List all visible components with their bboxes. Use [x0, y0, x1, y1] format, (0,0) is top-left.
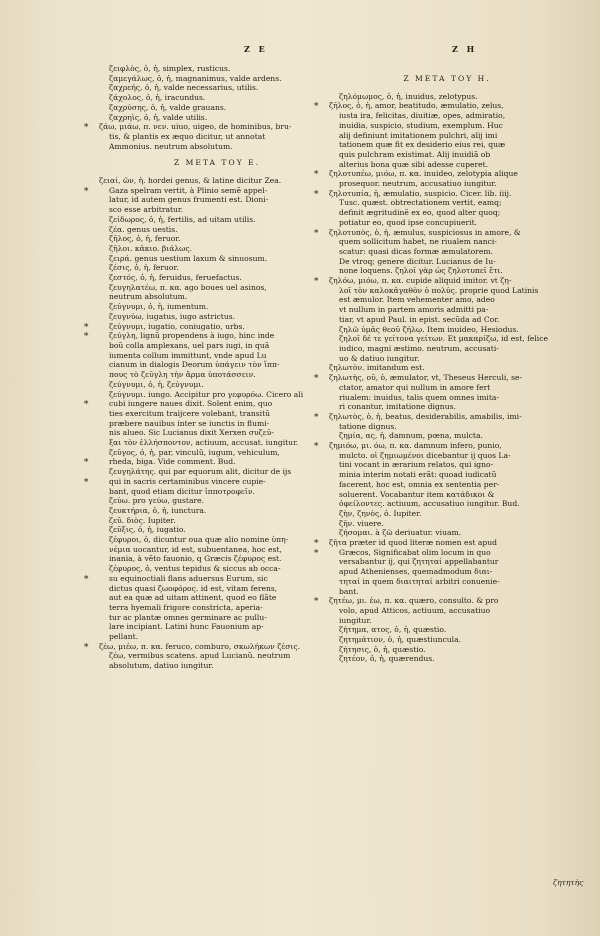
- line-text: ζάω, μιάω, π. νεν. uiuo, uigeo, de hominibus, bru-: [99, 122, 292, 132]
- dictionary-line: [99, 535, 335, 545]
- line-text: ζήτημα, ατος, ὁ, ἡ, quæstio.: [339, 625, 447, 635]
- asterisk-marker-icon: ∗: [313, 168, 320, 179]
- line-text: rheda, biga. Vide comment. Bud.: [109, 457, 236, 467]
- line-text: pellant.: [109, 632, 139, 642]
- asterisk-marker-icon: ∗: [83, 475, 90, 486]
- line-text: definit ægritudinẽ ex eo, quod alter quoq;: [339, 208, 501, 218]
- dictionary-line: [313, 168, 565, 179]
- dictionary-line: [99, 351, 335, 361]
- asterisk-marker-icon: ∗: [83, 330, 90, 341]
- dictionary-line: [99, 564, 335, 574]
- line-text: ζευγηλατέω, π. κα. ago boues uel asinos,: [109, 282, 267, 292]
- dictionary-line: [99, 292, 335, 302]
- dictionary-line: [329, 179, 565, 189]
- line-text: vt nullum in partem amoris admitti pa-: [339, 305, 489, 315]
- line-text: ζὴν, ζηνὸς, ὁ. Iupiter.: [339, 508, 422, 518]
- dictionary-line: [329, 218, 565, 228]
- dictionary-line: [99, 622, 335, 632]
- line-text: iungitur.: [339, 615, 372, 625]
- line-text: tatione dignus.: [339, 421, 397, 431]
- line-text: ri conantur, imitatione dignus.: [339, 402, 456, 412]
- dictionary-line: [329, 557, 565, 567]
- line-text: ties exercitum traijcere volebant, transitũ: [109, 408, 271, 418]
- line-text: ζηλωτὸν. imitandum est.: [329, 363, 425, 373]
- asterisk-marker-icon: ∗: [83, 398, 90, 409]
- line-text: ζηλόμωμος, ὁ, ἡ, inuidus, zelotypus.: [339, 91, 478, 101]
- dictionary-line: [313, 595, 565, 606]
- dictionary-line: [99, 215, 335, 225]
- line-text: ξαι τὸν ἑλλήσποντον, actiuum, accusat. iungitur.: [109, 438, 299, 448]
- dictionary-line: [83, 330, 335, 341]
- dictionary-line: [83, 398, 335, 409]
- line-text: ζηλοτυπία, ἡ, æmulatio, suspicio. Cicer. lib. iiij.: [329, 188, 512, 198]
- line-text: ζηλοῖ δέ τε γείτονα γείτων. Et μακαρίζω, id est, felice: [339, 334, 548, 344]
- line-text: absolutum, datiuo iungitur.: [109, 661, 214, 671]
- dictionary-line: [329, 635, 565, 645]
- dictionary-line: [329, 528, 565, 538]
- line-text: ζεύγνυμι. iungo. Accipitur pro γεφυρόω. Cicero ali: [109, 389, 304, 399]
- dictionary-line: [99, 428, 335, 438]
- line-text: volo, apud Atticos, actiuum, accusatiuo: [339, 605, 491, 615]
- dictionary-line: [99, 661, 335, 671]
- line-text: dictus quasi ζωοφόρος. id est, vitam ferens,: [109, 583, 278, 593]
- line-text: τηταί in quem διαιτηταί arbitri conuenie-: [339, 576, 500, 586]
- line-text: alij definiunt imitationem pulchri, alij imi: [339, 130, 498, 140]
- line-text: cianum in dialogis Deorum ὑπάγειν τὸν ἵππ-: [109, 360, 280, 370]
- dictionary-line: [329, 519, 565, 529]
- dictionary-line: [99, 448, 335, 458]
- dictionary-line: [329, 606, 565, 616]
- dictionary-line: [83, 640, 335, 652]
- catchword: ζητητὴς: [553, 878, 584, 887]
- line-text: ζῆτα præter id quod literæ nomen est apud: [329, 538, 497, 548]
- line-text: ζεύγλη, lignũ propendens à iugo, hinc inde: [109, 331, 275, 341]
- asterisk-marker-icon: ∗: [83, 121, 90, 132]
- line-text: facerent, hoc est, omnia ex sententia per-: [339, 479, 500, 489]
- dictionary-line: [329, 616, 565, 626]
- dictionary-line: [313, 372, 565, 383]
- dictionary-line: [329, 363, 565, 373]
- dictionary-line: [99, 254, 335, 264]
- line-text: none loquens. ζηλοῖ γὰρ ὡς ζηλοτυπεῖ ἔτι.: [339, 266, 503, 276]
- line-text: tur ac plantæ omnes germinare ac pullu-: [109, 612, 267, 622]
- dictionary-line: [329, 305, 565, 315]
- dictionary-line: [99, 244, 335, 254]
- line-text: quis pulchram existimat. Alij inuidiã ob: [339, 149, 491, 159]
- line-text: ζεστός, ὁ, ἡ, feruidus, feruefactus.: [109, 273, 242, 283]
- right-entries: [313, 91, 565, 664]
- asterisk-marker-icon: ∗: [313, 187, 320, 198]
- line-text: ζέσις, ὁ, ἡ, feruor.: [109, 263, 179, 273]
- left-entries-main: [83, 176, 335, 671]
- dictionary-line: [99, 234, 335, 244]
- dictionary-line: [329, 160, 565, 170]
- line-text: ὀφείλοντες. actiuum, accusatiuo iungitur. Bud.: [339, 499, 520, 509]
- dictionary-line: [329, 393, 565, 403]
- dictionary-line: [329, 266, 565, 276]
- line-text: ζευγηλάτης. qui par equorum alit, dicitur de ijs: [109, 467, 292, 477]
- line-text: tis, & plantis ex æquo dicitur, ut annotat: [109, 131, 266, 141]
- line-text: ζειφλὸς, ὁ, ἡ, simplex, rusticus.: [109, 64, 231, 73]
- line-text: νέμια uocantur, id est, subuentanea, hoc est,: [109, 544, 282, 554]
- dictionary-line: [99, 380, 335, 390]
- line-text: iusta ira, felicitas, diuitiæ, opes, admiratio,: [339, 111, 506, 121]
- line-text: riualem: inuidus, talis quem omnes imita-: [339, 392, 499, 402]
- dictionary-line: [329, 325, 565, 335]
- line-text: versabantur ij, qui ζητηταί appellabantur: [339, 557, 499, 567]
- line-text: πους τὸ ζεῦγλη τὴν ἅρμα ὑποτάσσειν.: [109, 370, 256, 380]
- line-text: ζέω, vermibus scatens. apud Lucianũ. neutrum: [109, 651, 291, 661]
- line-text: est æmulor. Item vehementer amo, adeo: [339, 295, 495, 305]
- line-text: ζημιόω, μι. όω, π. κα. damnum infero, punio,: [329, 441, 502, 451]
- line-text: su equinoctiali flans aduersus Eurum, sic: [109, 573, 268, 583]
- asterisk-marker-icon: ∗: [83, 456, 90, 467]
- line-text: tini vocant in ærarium relatos, qui igno-: [339, 460, 494, 470]
- right-column: [313, 74, 565, 664]
- dictionary-line: [329, 645, 565, 655]
- dictionary-line: [83, 320, 335, 332]
- dictionary-line: [83, 184, 335, 196]
- dictionary-line: [99, 176, 335, 186]
- dictionary-line: [329, 431, 565, 441]
- dictionary-line: [329, 150, 565, 160]
- dictionary-line: [329, 490, 565, 500]
- dictionary-line: [99, 205, 335, 215]
- line-text: ζεῦξις, ὁ, ἡ, iugatio.: [109, 525, 186, 535]
- dictionary-line: [329, 315, 565, 325]
- dictionary-line: [313, 537, 565, 548]
- dictionary-line: [99, 603, 335, 613]
- line-text: terra hyemali frigore constricta, aperia-: [109, 602, 263, 612]
- dictionary-line: [329, 286, 565, 296]
- dictionary-line: [83, 121, 335, 132]
- dictionary-line: [99, 419, 335, 429]
- line-text: ζηλωτὸς, ὁ, ἡ, beatus, desiderabilis, amabilis, imi-: [329, 411, 522, 421]
- line-text: ζαχρεής, ὁ, ἡ, valde necessarius, utilis.: [109, 83, 259, 93]
- line-text: ζαχρύσης, ὁ, ἡ, valde grauans.: [109, 102, 227, 112]
- line-text: ζηλῶ ὑμᾶς θεοῦ ζήλῳ. Item inuideo, Hesiodus.: [339, 324, 519, 334]
- asterisk-marker-icon: ∗: [313, 537, 320, 548]
- line-text: ζηλοτυπὸς, ὁ, ἡ, æmulus, suspiciosus in amore, &: [329, 227, 521, 237]
- line-text: Tusc. quæst. obtrectationem vertit, eamq;: [339, 198, 502, 208]
- dictionary-line: [99, 496, 335, 506]
- dictionary-line: [329, 625, 565, 635]
- line-text: uo & datiuo iungitur.: [339, 353, 420, 363]
- line-text: boũ colla amplexans, uel pars iugi, in quã: [109, 340, 270, 350]
- line-text: lare incipiant. Latini hunc Fauonium ap-: [109, 622, 264, 632]
- line-text: sco esse arbitratur.: [109, 205, 184, 215]
- line-text: alterius bona quæ sibi adesse cuperet.: [339, 159, 489, 169]
- dictionary-line: [329, 334, 565, 344]
- dictionary-line: [99, 632, 335, 642]
- dictionary-line: [329, 344, 565, 354]
- asterisk-marker-icon: ∗: [313, 226, 320, 237]
- line-text: ζειρά. genus uestium laxum & sinuosum.: [109, 253, 268, 263]
- dictionary-line: [99, 545, 335, 555]
- left-column: [83, 64, 335, 671]
- line-text: ctator, amator qui nullum in amore fert: [339, 382, 491, 392]
- dictionary-line: [99, 225, 335, 235]
- line-text: ζάχολος, ὁ, ἡ, iracundus.: [109, 93, 206, 103]
- dictionary-line: [99, 93, 335, 103]
- line-text: ζευκτήρια, ὁ, ἡ, iunctura.: [109, 505, 207, 515]
- line-text: ζέω, μιέω, π. κα. feruco, comburo, σκωλήκων ζέσις.: [99, 641, 301, 651]
- dictionary-line: [313, 410, 565, 422]
- dictionary-line: [329, 247, 565, 257]
- dictionary-line: [99, 100, 335, 113]
- line-text: potiatur eo, quod ipse concupiuerit.: [339, 217, 478, 227]
- dictionary-line: [99, 64, 335, 74]
- dictionary-line: [99, 83, 335, 93]
- dictionary-line: [99, 554, 335, 564]
- line-text: ζέφυρος, ὁ, ventus tepidus & siccus ab occa-: [109, 564, 281, 574]
- line-text: bant, quod etiam dicitur ἱπποτροφεῖν.: [109, 486, 255, 496]
- asterisk-marker-icon: ∗: [313, 100, 320, 111]
- dictionary-line: [99, 613, 335, 623]
- dictionary-line: [329, 131, 565, 141]
- line-text: ζητημάτιον, ὁ, ἡ, quæstiuncula.: [339, 635, 462, 645]
- line-text: ζηλόω, μιόω, π. κα. cupide aliquid imitor. vt ζη-: [329, 276, 512, 286]
- asterisk-marker-icon: ∗: [313, 410, 320, 421]
- line-text: ζεύγνυμι, ὁ, ἡ, ζεύγνυμι.: [109, 379, 204, 389]
- dictionary-line: [99, 74, 335, 84]
- dictionary-line: [329, 121, 565, 131]
- dictionary-line: [99, 506, 335, 516]
- line-text: Græcos, Significabat olim locum in quo: [339, 547, 491, 557]
- dictionary-line: [99, 302, 335, 312]
- dictionary-line: [329, 354, 565, 364]
- line-text: inania, à vẽto fauonio, q Græcis ζέφυρος est.: [109, 554, 282, 564]
- line-text: ζήτησις, ὁ, ἡ, quæstio.: [339, 644, 426, 654]
- line-text: cubi iungere naues dixit. Solent enim, quo: [109, 399, 273, 409]
- line-text: tationem quæ fit ex desiderio eius rei, quæ: [339, 140, 506, 150]
- line-text: λοῖ τὸν καλοκἀγαθὸν ὁ πολύς. proprie quod Latinis: [339, 285, 539, 295]
- section-heading-z-h: Z META TOY H.: [403, 74, 491, 83]
- dictionary-line: [99, 263, 335, 273]
- dictionary-line: [99, 593, 335, 603]
- line-text: ζῆν. viuere.: [339, 518, 384, 528]
- line-text: Gaza spelram vertit, à Plinio semẽ appel-: [109, 185, 268, 195]
- dictionary-line: [99, 312, 335, 322]
- dictionary-line: [329, 295, 565, 305]
- line-text: qui in sacris certaminibus vincere cupie-: [109, 476, 266, 486]
- line-text: neutrum absolutum.: [109, 292, 188, 302]
- line-text: prosequor. neutrum, accusatiuo iungitur.: [339, 179, 497, 189]
- line-text: ζητέον, ὁ, ἡ, quærendus.: [339, 654, 435, 664]
- asterisk-marker-icon: ∗: [313, 372, 320, 383]
- running-head-right: Z H: [452, 44, 478, 54]
- line-text: bant.: [339, 586, 359, 596]
- dictionary-line: [99, 390, 335, 400]
- line-text: ζευγνύω, iugatus, iugo astrictus.: [109, 311, 236, 321]
- dictionary-line: [329, 460, 565, 470]
- dictionary-line: [329, 654, 565, 664]
- dictionary-line: [329, 422, 565, 432]
- dictionary-line: [99, 142, 335, 152]
- dictionary-line: [99, 195, 335, 205]
- dictionary-line: [329, 198, 565, 208]
- dictionary-line: [83, 456, 335, 467]
- line-text: ζήσομαι. à ζῶ deriuatur. viuam.: [339, 528, 462, 538]
- dictionary-line: [313, 226, 565, 238]
- asterisk-marker-icon: ∗: [313, 595, 320, 606]
- dictionary-line: [329, 92, 565, 102]
- dictionary-line: [83, 572, 335, 584]
- dictionary-line: [329, 208, 565, 218]
- line-text: ζεῦ. διὸς. Iupiter.: [109, 515, 176, 525]
- dictionary-line: [99, 487, 335, 497]
- left-entries-top: [83, 64, 335, 151]
- line-text: ζείδωρος, ὁ, ἡ, fertilis, ad uitam utilis.: [109, 214, 256, 224]
- asterisk-marker-icon: ∗: [83, 572, 90, 583]
- dictionary-line: [99, 360, 335, 370]
- line-text: tiar, vt apud Paul. in epist. secũda ad Cor.: [339, 314, 500, 324]
- dictionary-line: [329, 470, 565, 480]
- dictionary-line: [99, 438, 335, 448]
- dictionary-line: [313, 440, 565, 451]
- line-text: iudico, magni æstimo. neutrum, accusati-: [339, 343, 499, 353]
- line-text: inuidia, suspicio, studium, exemplum. Huc: [339, 120, 503, 130]
- dictionary-line: [99, 584, 335, 594]
- asterisk-marker-icon: ∗: [83, 640, 90, 651]
- dictionary-line: [329, 587, 565, 597]
- dictionary-line: [313, 546, 565, 558]
- line-text: scatur: quasi dicas formæ æmulatorem.: [339, 246, 493, 256]
- asterisk-marker-icon: ∗: [83, 184, 90, 195]
- dictionary-line: [83, 475, 335, 487]
- dictionary-line: [329, 499, 565, 509]
- running-head-left: Z E: [244, 44, 268, 54]
- dictionary-line: [329, 567, 565, 577]
- dictionary-line: [313, 100, 565, 111]
- line-text: ζητέω, μι. έω, π. κα. quæro, consulto. & pro: [329, 596, 499, 606]
- line-text: ζεύγνυμι, iugatio, coniugatio, urbs.: [109, 321, 245, 331]
- line-text: ζέφυροι, ὁ, dicuntur oua quæ alio nomine ὑπη-: [109, 535, 289, 545]
- dictionary-line: [329, 480, 565, 490]
- line-text: ζῆλος, ὁ, ἡ, amor, beatitudo, æmulatio, zelus,: [329, 101, 504, 111]
- asterisk-marker-icon: ∗: [83, 320, 90, 331]
- dictionary-line: [99, 283, 335, 293]
- line-text: mulcto. οἱ ζημιωμένοι dicebantur ij quos La-: [339, 450, 511, 460]
- line-text: ζηλωτὴς, οῦ, ὁ, æmulator, vt, Theseus Herculi, se-: [329, 373, 523, 383]
- line-text: ζῆλοι. κἀκιο. βιάλως.: [109, 243, 193, 253]
- dictionary-line: [99, 370, 335, 380]
- line-text: iumenta collum immittunt, vnde apud Lu: [109, 350, 267, 360]
- dictionary-line: [99, 525, 335, 535]
- line-text: ζαχρηὶς, ὁ, ἡ, valde utilis.: [109, 112, 208, 122]
- line-text: latur, id autem genus frumenti est. Dioni-: [109, 195, 269, 205]
- line-text: aut ea quæ ad uitam attinent, quod eo flãte: [109, 593, 277, 603]
- line-text: apud Athenienses, quemadmodum διαι-: [339, 567, 493, 577]
- dictionary-line: [329, 140, 565, 150]
- dictionary-line: [99, 132, 335, 142]
- line-text: ζηλοτυπέω, μιόω, π. κα. inuideo, zelotypia alique: [329, 169, 518, 179]
- dictionary-line: [329, 402, 565, 412]
- dictionary-line: [329, 257, 565, 267]
- dictionary-line: [329, 111, 565, 121]
- line-text: minia interim notati erãt: quoad iudicatũ: [339, 470, 497, 480]
- asterisk-marker-icon: ∗: [313, 546, 320, 557]
- dictionary-line: [99, 409, 335, 419]
- dictionary-line: [329, 383, 565, 393]
- dictionary-line: [99, 467, 335, 477]
- line-text: ζεύω. pro γεύω, gustare.: [109, 496, 205, 506]
- dictionary-line: [313, 275, 565, 286]
- dictionary-line: [99, 113, 335, 123]
- dictionary-line: [329, 237, 565, 247]
- line-text: ζημία, ας, ἡ, damnum, pœna, mulcta.: [339, 431, 483, 441]
- dictionary-line: [329, 509, 565, 519]
- line-text: ζῆλος, ὁ, ἡ, feruor.: [109, 234, 181, 244]
- dictionary-line: [99, 273, 335, 283]
- line-text: præbere nauibus inter se iunctis in flumi-: [109, 418, 270, 428]
- line-text: De vtroq; genere dicitur. Lucianus de Iu-: [339, 256, 496, 266]
- dictionary-line: [313, 187, 565, 199]
- asterisk-marker-icon: ∗: [313, 275, 320, 286]
- line-text: nis alueo. Sic Lucianus dixit Xerxen συζεῦ-: [109, 428, 274, 438]
- line-text: ζειαί, ῶν, ἡ. hordei genus, & latine dicitur Zea.: [99, 176, 282, 186]
- line-text: soluerent. Vocabantur item κατάδικοι &: [339, 489, 495, 499]
- dictionary-line: [329, 451, 565, 461]
- section-heading-z-e: Z META TOY E.: [173, 158, 261, 168]
- line-text: quem sollicitum habet, ne riualem nanci-: [339, 237, 497, 247]
- line-text: ζεῦγος, ὁ, ἡ, par, vinculũ, iugum, vehiculum,: [109, 447, 280, 457]
- dictionary-line: [99, 341, 335, 351]
- asterisk-marker-icon: ∗: [313, 440, 320, 451]
- dictionary-line: [99, 516, 335, 526]
- dictionary-line: [99, 651, 335, 661]
- line-text: ζέα. genus uestis.: [109, 224, 178, 234]
- dictionary-line: [329, 577, 565, 587]
- line-text: ζαμεγάλως, ὁ, ἡ, magnanimus, valde ardens.: [109, 73, 282, 83]
- line-text: ζεύγνυμι, ὁ, ἡ, iumentum.: [109, 302, 209, 312]
- line-text: Ammonius. neutrum absolutum.: [109, 141, 233, 151]
